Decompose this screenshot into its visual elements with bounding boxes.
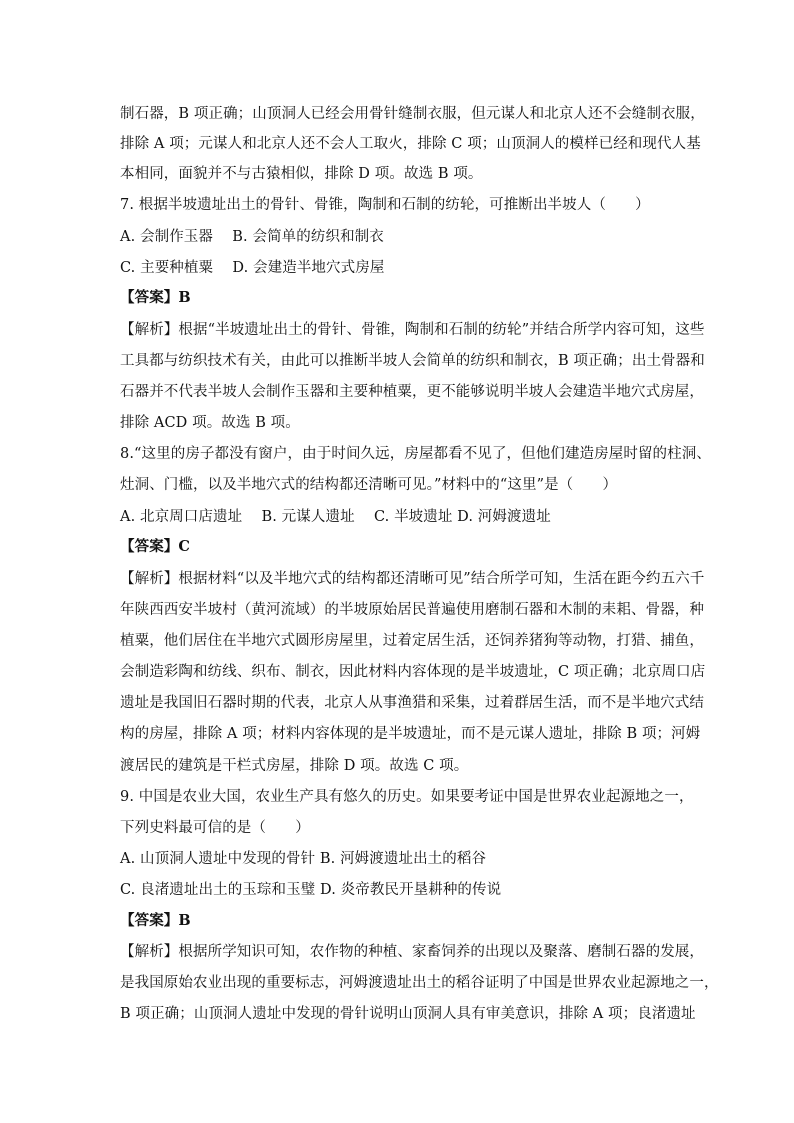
question-7-options-cd: C. 主要种植粟 D. 会建造半地穴式房屋	[120, 260, 385, 276]
question-9: 9. 中国是农业大国，农业生产具有悠久的历史。如果要考证中国是世界农业起源地之一，	[120, 789, 694, 805]
analysis-7: 石器并不代表半坡人会制作玉器和主要种植粟，更不能够说明半坡人会建造半地穴式房屋，	[120, 384, 704, 400]
analysis-8: 会制造彩陶和纺线、织布、制衣，因此材料内容体现的是半坡遗址，C 项正确；北京周口店	[120, 664, 706, 680]
answer-7: 【答案】B	[120, 289, 191, 306]
analysis-8: 【解析】根据材料“以及半地穴式的结构都还清晰可见”结合所学可知，生活在距今约五六千	[120, 571, 705, 587]
question-7-options-ab: A. 会制作玉器 B. 会简单的纺织和制衣	[120, 229, 384, 245]
analysis-7: 工具都与纺织技术有关，由此可以推断半坡人会简单的纺织和制衣，B 项正确；出土骨器和	[120, 353, 705, 369]
analysis-9: 【解析】根据所学知识可知，农作物的种植、家畜饲养的出现以及聚落、磨制石器的发展，	[120, 944, 704, 960]
question-8-options: A. 北京周口店遗址 B. 元谋人遗址 C. 半坡遗址 D. 河姆渡遗址	[120, 509, 551, 525]
analysis-9: 是我国原始农业出现的重要标志，河姆渡遗址出土的稻谷证明了中国是世界农业起源地之一，	[120, 975, 719, 991]
question-9-options-ab: A. 山顶洞人遗址中发现的骨针 B. 河姆渡遗址出土的稻谷	[120, 851, 487, 867]
analysis-8: 遗址是我国旧石器时期的代表，北京人从事渔猎和采集，过着群居生活，而不是半地穴式结	[120, 695, 704, 711]
question-8: 8.“这里的房子都没有窗户，由于时间久远，房屋都看不见了，但他们建造房屋时留的柱洞、	[120, 446, 711, 462]
question-9-options-cd: C. 良渚遗址出土的玉琮和玉璧 D. 炎帝教民开垦耕种的传说	[120, 882, 502, 898]
analysis-7: 【解析】根据“半坡遗址出土的骨针、骨锥，陶制和石制的纺轮”并结合所学内容可知，这些	[120, 322, 705, 338]
text-line: 本相同，面貌并不与古猿相似，排除 D 项。故选 B 项。	[120, 166, 483, 182]
question-8: 灶洞、门槛，以及半地穴式的结构都还清晰可见。”材料中的“这里”是（ ）	[120, 477, 618, 493]
text-line: 排除 A 项；元谋人和北京人还不会人工取火，排除 C 项；山顶洞人的模样已经和现代人基	[120, 136, 701, 152]
analysis-8: 渡居民的建筑是干栏式房屋，排除 D 项。故选 C 项。	[120, 758, 469, 774]
analysis-7: 排除 ACD 项。故选 B 项。	[120, 415, 300, 431]
analysis-9: B 项正确；山顶洞人遗址中发现的骨针说明山顶洞人具有审美意识，排除 A 项；良渚遗址	[120, 1006, 696, 1022]
analysis-8: 年陕西西安半坡村（黄河流域）的半坡原始居民普遍使用磨制石器和木制的耒耜、骨器，种	[120, 602, 704, 618]
answer-9: 【答案】B	[120, 912, 191, 929]
analysis-8: 构的房屋，排除 A 项；材料内容体现的是半坡遗址，而不是元谋人遗址，排除 B 项；河姆	[120, 726, 701, 742]
text-line: 制石器，B 项正确；山顶洞人已经会用骨针缝制衣服，但元谋人和北京人还不会缝制衣服，	[120, 106, 705, 122]
question-7: 7. 根据半坡遗址出土的骨针、骨锥，陶制和石制的纺轮，可推断出半坡人（ ）	[120, 197, 650, 213]
analysis-8: 植粟，他们居住在半地穴式圆形房屋里，过着定居生活，还饲养猪狗等动物，打猎、捕鱼，	[120, 633, 704, 649]
question-9: 下列史料最可信的是（ ）	[120, 820, 310, 836]
answer-8: 【答案】C	[120, 538, 191, 555]
